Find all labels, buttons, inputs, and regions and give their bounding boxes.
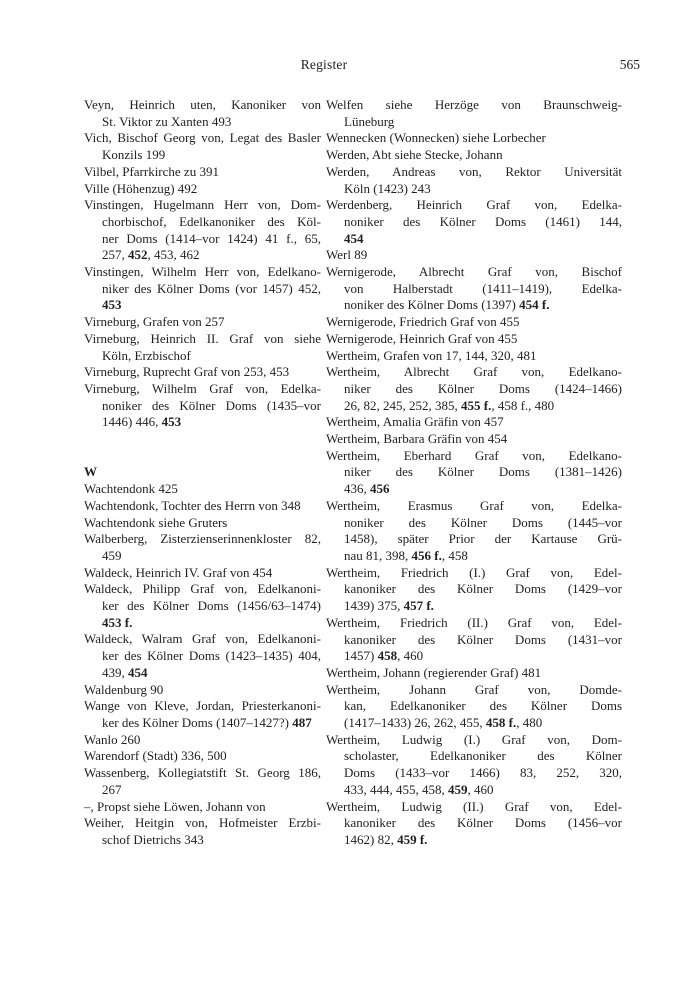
index-entry: [84, 331, 321, 364]
entry-text: ner Doms (1414–vor 1424) 41 f., 65,: [102, 230, 321, 246]
entry-text: 1446) 446,: [102, 414, 162, 430]
entry-line: [84, 414, 321, 431]
entry-line: [326, 531, 622, 548]
index-entry: [84, 515, 321, 532]
entry-text: Welfen siehe Herzöge von Braunschweig-: [326, 97, 622, 112]
entry-text: nau 81, 398,: [344, 547, 412, 563]
entry-text: 267: [102, 781, 122, 797]
entry-text: Werl 89: [326, 247, 368, 263]
entry-line: [326, 748, 622, 765]
entry-line: [84, 398, 321, 415]
entry-line: [84, 548, 321, 565]
entry-text: von Halberstadt (1411–1419), Edelka-: [344, 280, 622, 296]
entry-text: noniker des Kölner Doms (1445–vor: [344, 514, 622, 530]
entry-line: [84, 799, 321, 816]
entry-text: kanoniker des Kölner Doms (1431–vor: [344, 631, 622, 647]
entry-line: [84, 832, 321, 849]
entry-line: [84, 181, 321, 198]
entry-text: 1457): [344, 648, 378, 664]
entry-text: 26, 82, 245, 252, 385,: [344, 397, 461, 413]
entry-text: 439,: [102, 664, 128, 680]
index-entry: [326, 197, 622, 247]
entry-text: Konzils 199: [102, 147, 166, 163]
entry-text: 1458), später Prior der Kartause Grü-: [344, 531, 622, 547]
entry-line: [326, 715, 622, 732]
entry-text: Virneburg, Heinrich II. Graf von siehe: [84, 330, 321, 346]
entry-line: [84, 264, 321, 281]
entry-line: [84, 297, 321, 314]
entry-line: [326, 381, 622, 398]
entry-text: Wassenberg, Kollegiatstift St. Georg 186,: [84, 765, 321, 781]
entry-text: 257,: [102, 247, 128, 263]
entry-text: , 460: [467, 781, 494, 797]
page-ref-bold: 453 f.: [102, 614, 133, 630]
entry-line: [84, 130, 321, 147]
page-ref-bold: 452: [128, 247, 148, 263]
index-entry: [326, 97, 622, 130]
entry-line: [326, 398, 622, 415]
entry-text: ker des Kölner Doms (1407–1427?): [102, 715, 293, 730]
index-entry: [84, 97, 321, 130]
entry-line: [326, 214, 622, 231]
entry-text: Vinstingen, Wilhelm Herr von, Edelkano-: [84, 264, 321, 280]
index-entry: [84, 164, 321, 181]
page-ref-bold: 487: [292, 715, 312, 730]
entry-text: kanoniker des Kölner Doms (1429–vor: [344, 581, 622, 597]
index-entry: [84, 314, 321, 331]
index-entry: [84, 181, 321, 198]
entry-text: niker des Kölner Doms (1424–1466): [344, 380, 622, 396]
entry-text: Waldenburg 90: [84, 681, 164, 697]
entry-line: [84, 481, 321, 498]
entry-text: Wernigerode, Albrecht Graf von, Bischof: [326, 264, 622, 280]
entry-line: [84, 164, 321, 181]
entry-line: [326, 331, 622, 348]
index-entry: [326, 448, 622, 498]
entry-text: Waldeck, Philipp Graf von, Edelkanoni-: [84, 581, 321, 597]
entry-text: Lüneburg: [344, 113, 395, 129]
entry-line: [84, 114, 321, 131]
index-entry: [84, 130, 321, 163]
entry-line: [326, 815, 622, 832]
entry-text: –, Propst siehe Löwen, Johann von: [84, 798, 266, 814]
entry-line: [326, 297, 622, 314]
entry-line: [84, 281, 321, 298]
entry-text: Wernigerode, Heinrich Graf von 455: [326, 330, 518, 346]
entry-line: [326, 632, 622, 649]
entry-text: Virneburg, Wilhelm Graf von, Edelka-: [84, 380, 321, 396]
entry-line: [326, 348, 622, 365]
entry-line: [326, 598, 622, 615]
index-entry: [84, 264, 321, 314]
entry-text: Virneburg, Grafen von 257: [84, 314, 225, 330]
page-ref-bold: 453: [161, 414, 182, 430]
entry-line: [84, 682, 321, 699]
index-column-left: [84, 97, 321, 849]
entry-text: kanoniker des Kölner Doms (1456–vor: [344, 815, 622, 831]
entry-line: [326, 264, 622, 281]
index-entry: [84, 481, 321, 498]
entry-text: noniker des Kölner Doms (1397): [344, 297, 520, 313]
entry-text: Waldeck, Heinrich IV. Graf von 454: [84, 564, 273, 580]
entry-text: Walberberg, Zisterzienserinnenkloster 82,: [84, 531, 321, 547]
entry-line: [84, 147, 321, 164]
entry-text: Wertheim, Johann (regierender Graf) 481: [326, 664, 542, 680]
page-ref-bold: 456: [370, 481, 390, 497]
index-entry: [84, 531, 321, 564]
entry-line: [84, 197, 321, 214]
entry-line: [84, 581, 321, 598]
entry-line: [84, 247, 321, 264]
index-entry: [84, 498, 321, 515]
entry-line: [326, 799, 622, 816]
index-entry: [84, 799, 321, 816]
entry-line: [84, 665, 321, 682]
entry-text: Wertheim, Friedrich (II.) Graf von, Edel-: [326, 614, 622, 630]
entry-line: [84, 648, 321, 665]
index-entry: [84, 565, 321, 582]
index-entry: [84, 381, 321, 431]
index-entry: [326, 331, 622, 348]
entry-line: [84, 615, 321, 632]
entry-text: noniker des Kölner Doms (1435–vor: [102, 397, 321, 413]
page-ref-bold: W: [84, 464, 97, 480]
entry-text: , 453, 462: [147, 247, 200, 263]
entry-line: [84, 348, 321, 365]
entry-line: [84, 715, 321, 732]
page-ref-bold: 453: [102, 297, 122, 313]
entry-line: [326, 548, 622, 565]
index-entry: [326, 364, 622, 414]
page-ref-bold: 455 f.: [461, 397, 492, 413]
entry-text: 459: [102, 547, 122, 563]
index-entry: [326, 247, 622, 264]
entry-line: [84, 565, 321, 582]
page-ref-bold: 454: [128, 664, 148, 680]
entry-text: St. Viktor zu Xanten 493: [102, 113, 232, 129]
entry-text: Wertheim, Albrecht Graf von, Edelkano-: [326, 364, 622, 380]
entry-text: (1417–1433) 26, 262, 455,: [344, 715, 486, 731]
index-entry: [84, 631, 321, 681]
entry-text: Wertheim, Barbara Gräfin von 454: [326, 431, 508, 447]
entry-line: [326, 147, 622, 164]
entry-line: [84, 364, 321, 381]
entry-line: [84, 214, 321, 231]
entry-line: [84, 331, 321, 348]
entry-line: [84, 498, 321, 515]
entry-line: [84, 381, 321, 398]
index-entry: [84, 682, 321, 699]
entry-text: Wernigerode, Friedrich Graf von 455: [326, 314, 520, 330]
entry-text: , 458: [441, 547, 468, 563]
index-entry: [326, 682, 622, 732]
entry-text: Wertheim, Ludwig (I.) Graf von, Dom-: [326, 731, 622, 747]
entry-line: [84, 464, 321, 481]
index-entry: [326, 732, 622, 799]
entry-text: scholaster, Edelkanoniker des Kölner: [344, 748, 622, 764]
index-entry: [84, 698, 321, 731]
entry-line: [326, 114, 622, 131]
entry-line: [326, 164, 622, 181]
entry-line: [326, 498, 622, 515]
index-entry: [326, 164, 622, 197]
entry-line: [326, 515, 622, 532]
entry-line: [84, 765, 321, 782]
entry-line: [326, 665, 622, 682]
index-entry: [326, 314, 622, 331]
entry-text: niker des Kölner Doms (1381–1426): [344, 464, 622, 480]
entry-line: [326, 281, 622, 298]
entry-line: [84, 631, 321, 648]
entry-line: [326, 615, 622, 632]
entry-text: schof Dietrichs 343: [102, 831, 204, 847]
index-entry: [326, 264, 622, 314]
page-ref-bold: 459: [448, 781, 468, 797]
index-entry: [84, 748, 321, 765]
page-ref-bold: 454: [344, 230, 364, 246]
entry-line: [326, 97, 622, 114]
index-column-right: [326, 97, 622, 849]
entry-text: Wertheim, Friedrich (I.) Graf von, Edel-: [326, 564, 622, 580]
page-ref-bold: 457 f.: [403, 598, 434, 614]
entry-line: [326, 364, 622, 381]
entry-line: [84, 598, 321, 615]
entry-text: Virneburg, Ruprecht Graf von 253, 453: [84, 364, 290, 380]
page-number: 565: [619, 57, 640, 72]
entry-line: [326, 431, 622, 448]
entry-line: [326, 648, 622, 665]
entry-line: [84, 782, 321, 799]
index-entry: [326, 147, 622, 164]
entry-line: [84, 231, 321, 248]
entry-line: [326, 832, 622, 849]
index-entry: [326, 498, 622, 565]
entry-line: [326, 698, 622, 715]
entry-text: 1462) 82,: [344, 831, 398, 847]
entry-text: Wange von Kleve, Jordan, Priesterkanoni-: [84, 698, 321, 714]
index-entry: [326, 348, 622, 365]
entry-text: Wachtendonk, Tochter des Herrn von 348: [84, 497, 301, 513]
index-entry: [326, 130, 622, 147]
entry-text: Werden, Andreas von, Rektor Universität: [326, 163, 622, 179]
entry-line: [84, 97, 321, 114]
entry-line: [326, 247, 622, 264]
entry-text: ker des Kölner Doms (1456/63–1474): [102, 598, 321, 614]
entry-text: Warendorf (Stadt) 336, 500: [84, 748, 227, 764]
entry-text: , 460: [397, 648, 424, 664]
entry-text: kan, Edelkanoniker des Kölner Doms: [344, 698, 622, 714]
index-entry: [326, 665, 622, 682]
page-ref-bold: 454 f.: [519, 297, 550, 313]
entry-text: niker des Kölner Doms (vor 1457) 452,: [102, 280, 321, 296]
entry-text: Wertheim, Johann Graf von, Domde-: [326, 681, 622, 697]
entry-text: Köln, Erzbischof: [102, 347, 191, 363]
entry-line: [84, 815, 321, 832]
index-entry: [326, 799, 622, 849]
entry-line: [326, 130, 622, 147]
entry-text: Vich, Bischof Georg von, Legat des Basler: [84, 130, 321, 146]
entry-text: Vilbel, Pfarrkirche zu 391: [84, 163, 219, 179]
entry-text: Wanlo 260: [84, 731, 141, 747]
entry-line: [326, 765, 622, 782]
index-entry: [84, 364, 321, 381]
entry-text: Waldeck, Walram Graf von, Edelkanoni-: [84, 631, 321, 647]
entry-text: Wachtendonk 425: [84, 481, 178, 497]
entry-line: [84, 515, 321, 532]
page-ref-bold: 458 f.: [485, 715, 517, 731]
entry-text: Wachtendonk siehe Gruters: [84, 514, 228, 530]
entry-line: [326, 464, 622, 481]
entry-text: Köln (1423) 243: [344, 180, 431, 196]
entry-text: 433, 444, 455, 458,: [344, 781, 448, 797]
entry-line: [326, 682, 622, 699]
entry-text: 436,: [344, 481, 370, 497]
page-ref-bold: 459 f.: [397, 831, 428, 847]
entry-line: [326, 414, 622, 431]
index-entry: [84, 732, 321, 749]
entry-text: Werdenberg, Heinrich Graf von, Edelka-: [326, 197, 622, 213]
entry-line: [84, 748, 321, 765]
index-entry: [326, 431, 622, 448]
entry-line: [84, 698, 321, 715]
entry-line: [326, 565, 622, 582]
entry-text: Wertheim, Erasmus Graf von, Edelka-: [326, 497, 622, 513]
entry-text: Doms (1433–vor 1466) 83, 252, 320,: [344, 765, 622, 781]
entry-text: , 458 f., 480: [491, 397, 555, 413]
entry-text: noniker des Kölner Doms (1461) 144,: [344, 213, 622, 229]
entry-text: Wertheim, Eberhard Graf von, Edelkano-: [326, 447, 622, 463]
entry-line: [84, 732, 321, 749]
entry-text: Ville (Höhenzug) 492: [84, 180, 198, 196]
entry-line: [84, 314, 321, 331]
page-ref-bold: 458: [377, 648, 398, 664]
section-heading: [84, 464, 321, 481]
entry-text: Wertheim, Grafen von 17, 144, 320, 481: [326, 347, 537, 363]
entry-text: Veyn, Heinrich uten, Kanoniker von: [84, 97, 321, 112]
entry-text: Werden, Abt siehe Stecke, Johann: [326, 147, 503, 163]
index-entry: [84, 765, 321, 798]
page-title: Register: [300, 57, 348, 72]
entry-line: [326, 231, 622, 248]
entry-line: [326, 314, 622, 331]
entry-text: 1439) 375,: [344, 598, 404, 614]
index-entry: [326, 414, 622, 431]
page-ref-bold: 456 f.: [411, 547, 442, 563]
index-entry: [84, 815, 321, 848]
entry-text: , 480: [516, 715, 543, 731]
entry-text: Wennecken (Wonnecken) siehe Lorbecher: [326, 130, 546, 146]
entry-line: [326, 181, 622, 198]
entry-text: Wertheim, Amalia Gräfin von 457: [326, 414, 504, 430]
section-gap: [84, 431, 321, 464]
index-entry: [84, 581, 321, 631]
entry-text: ker des Kölner Doms (1423–1435) 404,: [102, 648, 321, 664]
entry-line: [326, 448, 622, 465]
entry-text: Weiher, Heitgin von, Hofmeister Erzbi-: [84, 815, 321, 831]
entry-line: [326, 197, 622, 214]
entry-text: chorbischof, Edelkanoniker des Köl-: [102, 213, 321, 229]
index-entry: [326, 565, 622, 615]
entry-line: [326, 481, 622, 498]
index-entry: [84, 197, 321, 264]
entry-line: [326, 732, 622, 749]
index-entry: [326, 615, 622, 665]
entry-line: [326, 782, 622, 799]
entry-line: [84, 531, 321, 548]
entry-line: [326, 581, 622, 598]
entry-text: Wertheim, Ludwig (II.) Graf von, Edel-: [326, 798, 622, 814]
entry-text: Vinstingen, Hugelmann Herr von, Dom-: [84, 197, 321, 213]
